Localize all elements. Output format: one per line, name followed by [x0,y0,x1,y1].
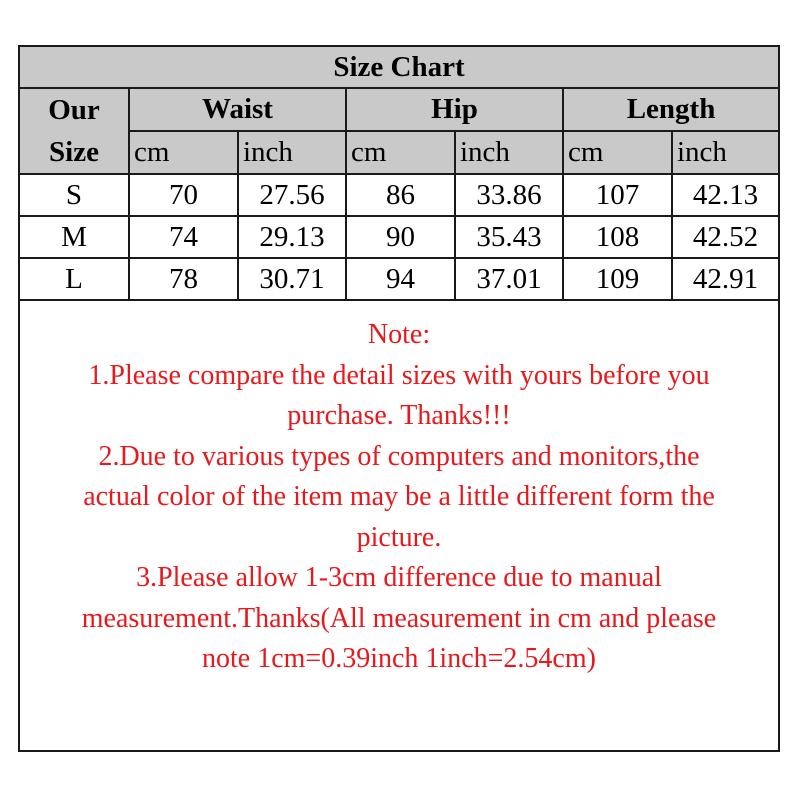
size-label: L [20,258,129,300]
size-label: S [20,174,129,216]
table-cell: 107 [563,174,672,216]
table-cell: 27.56 [238,174,346,216]
our-size-header: Our Size [20,88,129,174]
title-row [20,47,778,88]
size-label: M [20,216,129,258]
table-cell: 42.13 [672,174,778,216]
unit-header: inch [672,131,778,174]
table-cell: 86 [346,174,455,216]
note-line: picture. [356,521,442,553]
table-cell: 74 [129,216,238,258]
group-header-row [20,88,778,131]
size-chart-table [20,47,778,301]
note-line: purchase. Thanks!!! [287,400,511,431]
table-title: Size Chart [20,47,778,88]
unit-header-row [20,131,778,174]
table-cell: 78 [129,258,238,300]
note-line: 1.Please compare the detail sizes with yours before you [88,359,710,391]
unit-header: cm [563,131,672,174]
table-cell: 94 [346,258,455,300]
length-header: Length [563,88,778,131]
table-cell: 35.43 [455,216,563,258]
table-cell: 33.86 [455,174,563,216]
notes-section [20,315,778,680]
unit-header: cm [346,131,455,174]
note-line: 2.Due to various types of computers and monitors,the [98,440,700,472]
waist-header: Waist [129,88,346,131]
table-cell: 30.71 [238,258,346,300]
note-line: measurement.Thanks(All measurement in cm and please [81,602,717,634]
table-row [20,174,778,216]
table-cell: 29.13 [238,216,346,258]
table-cell: 42.52 [672,216,778,258]
note-line: 3.Please allow 1-3cm difference due to manual [136,562,662,593]
table-cell: 108 [563,216,672,258]
unit-header: inch [238,131,346,174]
table-cell: 37.01 [455,258,563,300]
notes-heading: Note: [367,319,431,350]
unit-header: inch [455,131,563,174]
table-cell: 70 [129,174,238,216]
table-cell: 109 [563,258,672,300]
table-cell: 42.91 [672,258,778,300]
table-row [20,258,778,300]
note-line: actual color of the item may be a little different form the [83,481,715,512]
size-chart-sheet [18,45,780,752]
table-row [20,216,778,258]
unit-header: cm [129,131,238,174]
note-line: note 1cm=0.39inch 1inch=2.54cm) [202,643,596,674]
table-cell: 90 [346,216,455,258]
hip-header: Hip [346,88,563,131]
